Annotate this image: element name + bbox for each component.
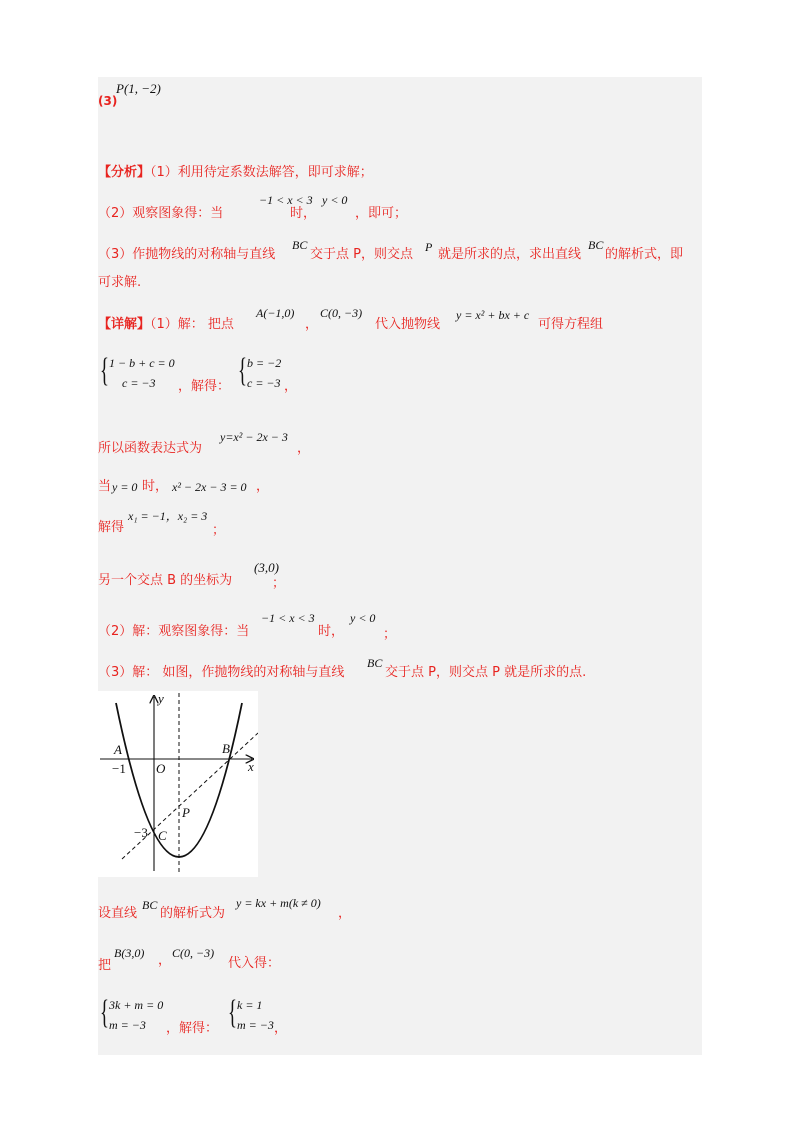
after-line-9a: 把 [98,958,112,973]
brace-2: { [238,352,247,389]
detail-inequality-y: y < 0 [350,611,376,625]
detail-line-1b: ， [305,317,319,332]
detail-line-6b: 时， [318,624,345,639]
y-axis-label: y [158,691,164,706]
parabola-svg [98,691,258,877]
detail-line-3c: ， [256,479,270,494]
system-2-comma: ， [284,379,298,394]
brace-1: { [100,352,109,389]
analysis-math-bc-2: BC [588,238,604,252]
analysis-inequality-x: −1 < x < 3 [259,193,313,207]
after-line-8a: 设直线 [98,906,138,921]
detail-line-1a: 【详解】（1）解： 把点 [98,317,234,332]
after-line-8c: ， [338,906,352,921]
detail-function-expression: y=x² − 2x − 3 [220,430,288,444]
part3-label: (3) [98,94,118,108]
brace-3: { [100,994,109,1031]
analysis-math-bc: BC [292,238,308,252]
system-4-row-1: k = 1 [237,998,263,1012]
brace-4: { [228,994,237,1031]
detail-roots: x₁ = −1，x₂ = 3 [128,509,208,523]
detail-line-2a: 所以函数表达式为 [98,441,203,456]
part3-point: P(1, −2) [116,81,161,96]
detail-line-2b: ， [297,441,311,456]
after-point-b: B(3,0) [114,946,145,960]
solve-label-3: ，解得： [166,1021,219,1036]
solve-label-1: ，解得： [178,379,231,394]
detail-line-5b: ； [272,576,286,591]
detail-line-4b: ； [212,523,226,538]
detail-quadratic-equation: x² − 2x − 3 = 0 [172,480,247,494]
after-point-c: C(0, −3) [172,946,215,960]
analysis-line-3c: 就是所求的点，求出直线 [438,247,582,262]
analysis-inequality-y: y < 0 [322,193,348,207]
analysis-line-3d: 的解析式，即 [605,247,684,262]
after-line-9b: ， [158,953,172,968]
detail-inequality-x: −1 < x < 3 [261,611,315,625]
detail-point-c: C(0, −3) [320,306,363,320]
point-p-label: P [182,805,190,820]
analysis-line-2c: ，即可； [355,206,408,221]
neg1-label: −1 [112,761,126,776]
neg3-label: −3 [134,825,148,840]
point-a-label: A [114,742,122,757]
equation-system-1 [100,354,180,390]
detail-point-b: (3,0) [254,560,279,575]
system-2-row-1: b = −2 [247,356,282,370]
system-4-comma: ， [274,1021,288,1036]
detail-line-1c: 代入抛物线 [375,317,441,332]
point-b-label: B [222,741,230,756]
after-line-9c: 代入得： [228,956,281,971]
detail-line-7a: （3）解： 如图，作抛物线的对称轴与直线 [98,665,345,680]
analysis-line-3b: 交于点 P，则交点 [310,247,413,262]
analysis-tag: 【分析】 [98,165,151,180]
detail-line-3a: 当 [98,479,112,494]
analysis-line-2b: 时， [290,206,317,221]
detail-tag: 【详解】 [98,317,151,332]
detail-line-3b: 时， [142,479,169,494]
detail-line-6c: ； [383,627,397,642]
parabola-figure [98,691,258,877]
x-axis-label: x [248,759,254,774]
detail-line-6a: （2）解：观察图象得：当 [98,624,250,639]
system-3-row-2: m = −3 [109,1018,146,1032]
detail-y-zero: y = 0 [112,480,138,494]
line-bc [122,733,258,859]
analysis-line-1: 【分析】（1）利用待定系数法解答，即可求解； [98,165,373,180]
after-line-equation: y = kx + m(k ≠ 0) [236,896,321,910]
after-line-8b: 的解析式为 [160,906,226,921]
system-2-row-2: c = −3 [247,376,281,390]
analysis-line-3a: （3）作抛物线的对称轴与直线 [98,247,276,262]
point-c-label: C [158,828,167,843]
detail-math-bc: BC [367,656,383,670]
analysis-line-4: 可求解. [98,275,142,290]
origin-label: O [156,761,166,776]
detail-point-a: A(−1,0) [256,306,295,320]
detail-line-7b: 交于点 P，则交点 P 就是所求的点. [385,665,587,680]
after-math-bc: BC [142,898,158,912]
detail-line-1d: 可得方程组 [538,317,604,332]
system-4-row-2: m = −3 [237,1018,274,1032]
system-1-row-2: c = −3 [122,376,156,390]
detail-line-5a: 另一个交点 B 的坐标为 [98,573,233,588]
detail-line-4a: 解得 [98,520,125,535]
system-1-row-1: 1 − b + c = 0 [109,356,175,370]
analysis-math-p: P [425,240,433,254]
detail-parabola-equation: y = x² + bx + c [456,308,530,322]
system-3-row-1: 3k + m = 0 [109,998,164,1012]
analysis-line-2a: （2）观察图象得：当 [98,206,224,221]
